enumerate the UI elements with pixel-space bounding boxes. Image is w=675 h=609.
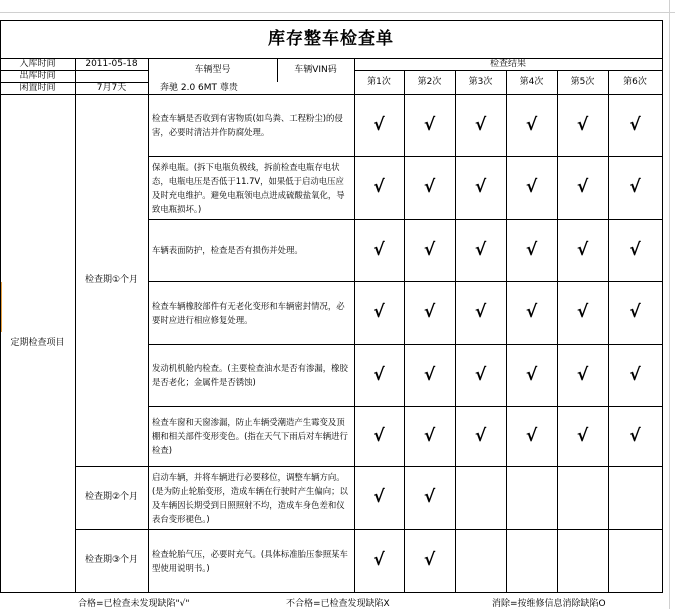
period-2-label: 检查期②个月	[84, 492, 139, 503]
inspection-item: 检查轮胎气压，必要时充气。(具体标准胎压参照某车型使用说明书。)	[152, 548, 348, 573]
check-mark: √	[525, 239, 538, 260]
vehicle-model-label: 车辆型号	[194, 64, 231, 75]
check-mark: √	[576, 177, 589, 198]
check-mark: √	[423, 550, 436, 571]
check-mark: √	[474, 302, 487, 323]
check-mark: √	[576, 302, 589, 323]
inspection-results-label: 检查结果	[489, 58, 526, 69]
inspection-item: 发动机机舱内检查。(主要检查油水是否有渗漏，橡胶是否老化；金属件是否锈蚀)	[152, 363, 348, 387]
check-mark: √	[373, 550, 385, 571]
round-4-header: 第4次	[519, 76, 544, 87]
check-mark: √	[629, 302, 641, 323]
inspection-item: 检查车辆橡胶部件有无老化变形和车辆密封情况，必要时应进行相应修复处理。	[152, 300, 345, 325]
check-mark: √	[373, 364, 385, 385]
check-mark	[557, 529, 608, 592]
check-mark: √	[423, 177, 436, 198]
check-mark: √	[474, 239, 487, 260]
check-mark: √	[474, 114, 487, 135]
check-mark	[608, 529, 662, 592]
check-mark: √	[525, 177, 538, 198]
check-mark	[506, 529, 557, 592]
check-mark: √	[373, 302, 385, 323]
check-mark: √	[423, 425, 436, 446]
check-mark	[608, 466, 662, 529]
check-mark: √	[373, 114, 385, 135]
check-mark: √	[474, 425, 487, 446]
vehicle-vin-label: 车辆VIN码	[294, 64, 337, 75]
round-1-header: 第1次	[367, 76, 391, 87]
check-mark	[557, 466, 608, 529]
inbound-time-label: 入库时间	[19, 58, 56, 69]
round-6-header: 第6次	[623, 76, 647, 87]
inbound-time-value: 2011-05-18	[85, 58, 138, 69]
inspection-item: 车辆表面防护，检查是否有损伤并处理。	[152, 245, 303, 255]
check-mark: √	[423, 302, 436, 323]
idle-time-label: 闲置时间	[19, 82, 56, 93]
check-mark: √	[629, 364, 641, 385]
check-mark: √	[576, 114, 589, 135]
check-mark: √	[629, 425, 641, 446]
check-mark	[455, 529, 506, 592]
check-mark: √	[576, 364, 589, 385]
round-3-header: 第3次	[468, 76, 493, 87]
round-5-header: 第5次	[570, 76, 595, 87]
check-mark: √	[474, 364, 487, 385]
check-mark: √	[474, 177, 487, 198]
legend-pass: 合格=已检查未发现缺陷"√"	[78, 599, 190, 609]
check-mark: √	[629, 114, 641, 135]
check-mark: √	[525, 302, 538, 323]
vehicle-model-value: 奔驰 2.0 6MT 尊贵	[160, 82, 238, 93]
check-mark: √	[629, 177, 641, 198]
section-label: 定期检查项目	[10, 337, 65, 348]
inspection-item: 检查车窗和天窗渗漏，防止车辆受潮造产生霉变及顶棚和相关部件变形变色。(指在天气下雨后对车辆进行检查)	[152, 417, 348, 455]
check-mark: √	[423, 114, 436, 135]
legend-fail: 不合格=已检查发现缺陷X	[286, 599, 390, 609]
legend-clear: 消除=按维修信息消除缺陷O	[492, 599, 606, 609]
check-mark: √	[525, 425, 538, 446]
check-mark: √	[525, 364, 538, 385]
check-mark: √	[373, 177, 385, 198]
check-mark: √	[373, 425, 385, 446]
outbound-time-label: 出库时间	[19, 70, 56, 81]
idle-time-value: 7月7天	[96, 82, 127, 93]
check-mark: √	[373, 239, 385, 260]
period-1-label: 检查期①个月	[84, 274, 139, 285]
inspection-item: 保养电瓶。(拆下电瓶负极线，拆前检查电瓶存电状态，电瓶电压是否低于11.7V，如果低于启动电压应及时充电维护。避免电瓶领电点进成硫酸盐氧化，导致电瓶损坏。)	[152, 161, 345, 214]
check-mark: √	[629, 239, 641, 260]
sheet-title: 库存整车检查单	[268, 28, 394, 49]
check-mark: √	[576, 239, 589, 260]
period-3-label: 检查期③个月	[84, 555, 139, 566]
check-mark: √	[576, 425, 589, 446]
check-mark	[455, 466, 506, 529]
check-mark: √	[423, 364, 436, 385]
inspection-item: 检查车辆是否收到有害物质(如鸟粪、工程粉尘)的侵害，必要时清洁并作防腐处理。	[152, 113, 343, 137]
check-mark: √	[525, 114, 538, 135]
check-mark: √	[373, 487, 385, 508]
outbound-time-value	[75, 70, 148, 82]
inspection-item: 启动车辆，并将车辆进行必要移位，调整车辆方向。(是为防止轮胎变形，造成车辆在行驶时产生偏向；以及车辆因长期受到日照照射不均，造成车身色差和仪表台变形褪色。)	[152, 471, 348, 524]
check-mark: √	[423, 239, 436, 260]
check-mark	[506, 466, 557, 529]
check-mark: √	[423, 487, 436, 508]
round-2-header: 第2次	[417, 76, 442, 87]
